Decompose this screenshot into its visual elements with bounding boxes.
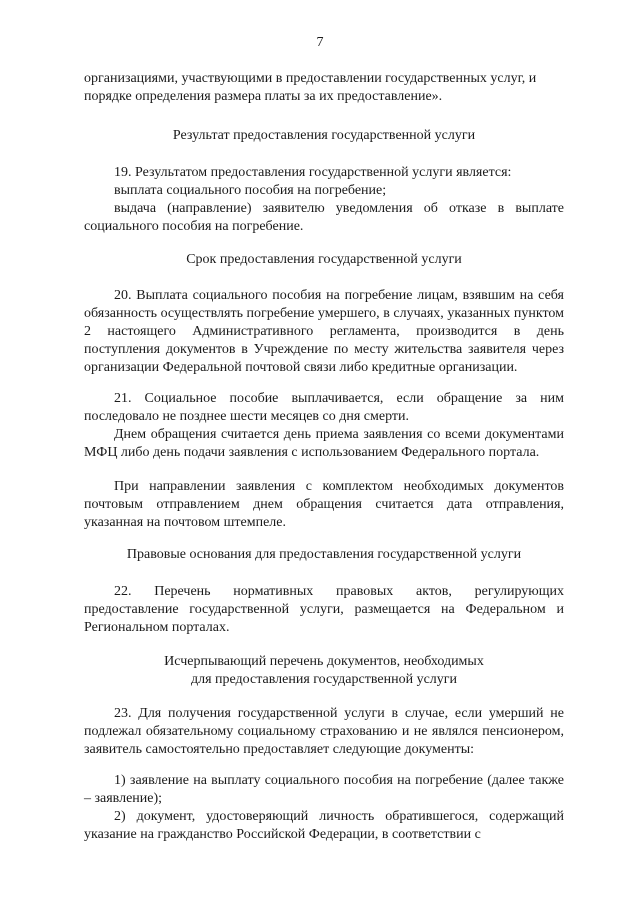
paragraph-23: 23. Для получения государственной услуги в случае, если умерший не подлежал обязательному социальному страхованию и не являлся пенсионером, заявитель самостоятельно предоставляет следующие документы: — [84, 706, 564, 757]
paragraph-23-item-2: 2) документ, удостоверяющий личность обратившегося, содержащий указание на гражданство Российской Федерации, в соответствии с — [84, 809, 564, 842]
paragraph-19: 19. Результатом предоставления государственной услуги является: — [114, 165, 512, 180]
paragraph-23-item-1: 1) заявление на выплату социального пособия на погребение (далее также – заявление); — [84, 773, 564, 806]
paragraph-21-day: Днем обращения считается день приема заявления со всеми документами МФЦ либо день подачи заявления с использованием Федерального портала. — [84, 427, 564, 460]
paragraph-21: 21. Социальное пособие выплачивается, если обращение за ним последовало не позднее шести месяцев со дня смерти. — [84, 391, 564, 424]
heading-result: Результат предоставления государственной услуги — [172, 128, 476, 143]
heading-documents — [84, 653, 564, 689]
intro-paragraph: организациями, участвующими в предоставлении государственных услуг, и порядке определения размера платы за их предоставление». — [84, 71, 537, 104]
paragraph-20: 20. Выплата социального пособия на погребение лицам, взявшим на себя обязанность осуществлять погребение умершего, в случаях, указанных пунктом 2 настоящего Административного регламента, производится в день поступления документов в Учреждение по месту жительства заявителя через организации Федеральной почтовой связи либо кредитные организации. — [84, 288, 564, 375]
heading-documents-line-2: для предоставления государственной услуги — [190, 672, 458, 687]
paragraph-21-mail: При направлении заявления с комплектом необходимых документов почтовым отправлением днем обращения считается дата отправления, указанная на почтовом штемпеле. — [84, 479, 564, 530]
heading-legal: Правовые основания для предоставления государственной услуги — [126, 547, 522, 562]
paragraph-19-line-2: выдача (направление) заявителю уведомления об отказе в выплате социального пособия на погребение. — [84, 201, 564, 234]
heading-term: Срок предоставления государственной услуги — [186, 252, 462, 267]
paragraph-19-line-1: выплата социального пособия на погребение; — [114, 183, 387, 198]
page-number: 7 — [316, 35, 324, 50]
paragraph-22: 22. Перечень нормативных правовых актов, регулирующих предоставление государственной услуги, размещается на Федеральном и Региональном порталах. — [84, 584, 564, 635]
heading-documents-line-1: Исчерпывающий перечень документов, необходимых — [164, 654, 484, 669]
